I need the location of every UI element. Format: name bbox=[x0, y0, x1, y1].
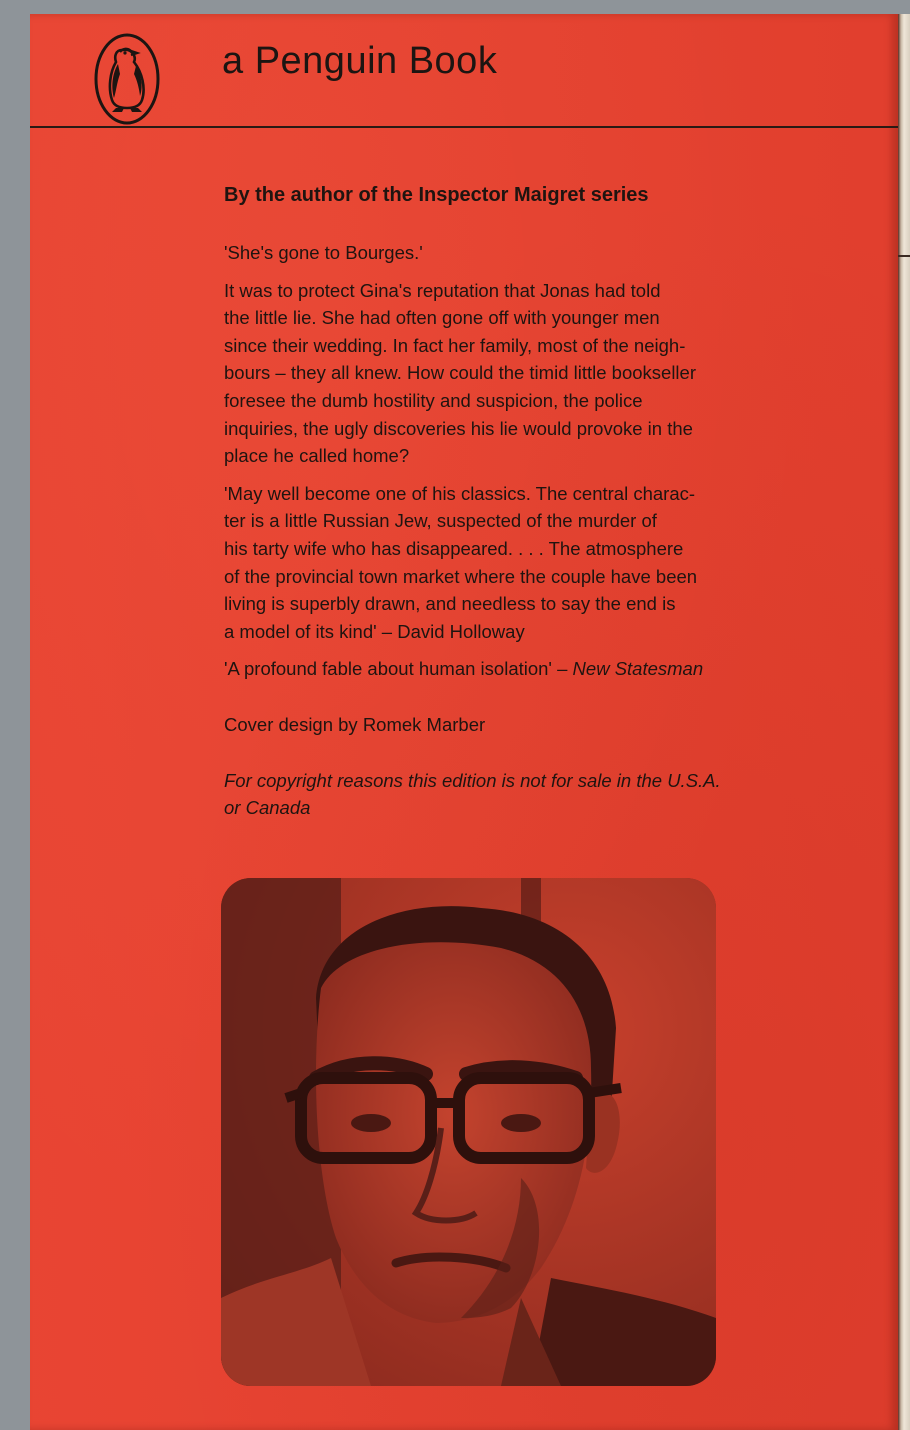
review-line: a model of its kind' – David Holloway bbox=[224, 620, 525, 642]
review-line: ter is a little Russian Jew, suspected of the murder of bbox=[224, 510, 657, 532]
synopsis-line: foresee the dumb hostility and suspicion, the police bbox=[224, 389, 643, 411]
page-edge-mark bbox=[898, 255, 910, 257]
blurb-content bbox=[224, 184, 844, 832]
review-line: his tarty wife who has disappeared. . . . The atmosphere bbox=[224, 537, 684, 559]
cover-header bbox=[30, 14, 898, 126]
portrait-illustration bbox=[221, 878, 716, 1386]
synopsis-line: the little lie. She had often gone off with younger men bbox=[224, 307, 660, 329]
review-line: 'May well become one of his classics. The central charac- bbox=[224, 482, 696, 504]
synopsis-line: bours – they all knew. How could the timid little bookseller bbox=[224, 362, 696, 384]
review-source: New Statesman bbox=[572, 658, 704, 680]
penguin-logo-icon bbox=[92, 32, 162, 126]
cover-design-credit: Cover design by Romek Marber bbox=[224, 713, 486, 735]
imprint-title: a Penguin Book bbox=[222, 40, 498, 82]
synopsis-line: since their wedding. In fact her family, most of the neigh- bbox=[224, 334, 686, 356]
review-david-holloway bbox=[224, 480, 844, 646]
page-edge bbox=[898, 14, 910, 1430]
review-line: of the provincial town market where the couple have been bbox=[224, 565, 698, 587]
synopsis-line: inquiries, the ugly discoveries his lie would provoke in the bbox=[224, 417, 693, 439]
synopsis-line: It was to protect Gina's reputation that Jonas had told bbox=[224, 279, 661, 301]
book-back-cover bbox=[30, 14, 898, 1430]
author-portrait-photo bbox=[221, 878, 716, 1386]
review-line: living is superbly drawn, and needless to say the end is bbox=[224, 593, 676, 615]
opening-quote: 'She's gone to Bourges.' bbox=[224, 242, 423, 263]
series-tagline: By the author of the Inspector Maigret series bbox=[224, 184, 649, 206]
synopsis-line: place he called home? bbox=[224, 445, 410, 467]
synopsis-paragraph bbox=[224, 277, 844, 470]
copyright-notice: For copyright reasons this edition is not for sale in the U.S.A. or Canada bbox=[224, 769, 721, 819]
review-quote: 'A profound fable about human isolation' – bbox=[224, 658, 573, 680]
review-new-statesman bbox=[224, 655, 844, 683]
header-divider bbox=[30, 126, 898, 128]
